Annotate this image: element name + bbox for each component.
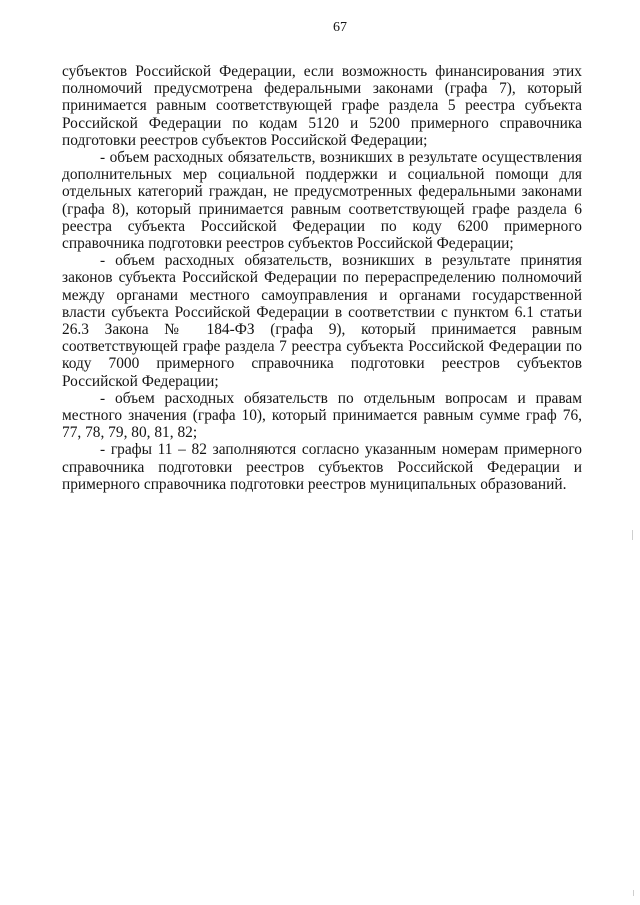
text-line: - объем расходных обязательств, возникших в результате принятия законов	[62, 252, 582, 287]
text-line: дополнительных мер социальной поддержки и социальной помощи для отдельных	[62, 166, 582, 201]
text-line: - объем расходных обязательств, возникших в результате осуществления	[100, 149, 582, 167]
text-line: принимается равным соответствующей графе раздела 5 реестра субъекта	[62, 97, 582, 115]
document-body	[62, 63, 582, 493]
text-line: категорий граждан, не предусмотренных федеральными законами (графа 8),	[62, 183, 582, 218]
text-line: полномочий предусмотрена федеральными законами (графа 7), который	[62, 80, 582, 98]
text-line: (графа 9), который принимается равным соответствующей графе раздела 7 реестра	[62, 321, 582, 356]
text-line: органами местного самоуправления и органами государственной власти субъекта	[62, 286, 582, 321]
paragraph-continuation	[62, 63, 582, 149]
scan-artifact	[633, 890, 634, 896]
text-line: Российской Федерации по коду 6200 примерного справочника подготовки реестров	[62, 217, 582, 253]
text-line: 81, 82;	[154, 424, 198, 442]
page-number: 67	[333, 20, 347, 35]
text-line: субъектов Российской Федерации;	[287, 235, 514, 253]
paragraph-columns-11-82	[62, 441, 582, 493]
text-line: - объем расходных обязательств по отдельным вопросам и правам местного	[62, 389, 582, 425]
scan-artifact	[632, 530, 633, 540]
text-line: который принимается равным соответствующей графе раздела 6 реестра субъекта	[62, 200, 582, 235]
paragraph-additional-social-support	[62, 149, 582, 252]
text-line: справочника подготовки реестров субъектов Российской Федерации и примерного	[62, 458, 582, 493]
paragraph-redistribution-of-powers	[62, 252, 582, 390]
text-line: справочника подготовки реестров муниципальных образований.	[143, 475, 567, 493]
text-line: - графы 11 – 82 заполняются согласно указанным номерам примерного	[100, 441, 582, 459]
paragraph-local-importance-questions	[62, 390, 582, 442]
text-line: Российской Федерации по кодам 5120 и 5200 примерного справочника подготовки	[62, 114, 582, 149]
text-line: значения (графа 10), который принимается равным сумме граф 76, 77, 78, 79, 80,	[62, 407, 582, 442]
text-line: Российской Федерации в соответствии с пунктом 6.1 статьи 26.3 Закона № 184-ФЗ	[62, 303, 582, 339]
text-line: субъекта Российской Федерации по перераспределению полномочий между	[62, 269, 582, 304]
text-line: реестров субъектов Российской Федерации;	[62, 355, 582, 390]
text-line: субъекта Российской Федерации по коду 7000 примерного справочника подготовки	[62, 338, 582, 373]
text-line: реестров субъектов Российской Федерации;	[139, 131, 428, 149]
text-line: субъектов Российской Федерации, если возможность финансирования этих	[62, 63, 582, 80]
